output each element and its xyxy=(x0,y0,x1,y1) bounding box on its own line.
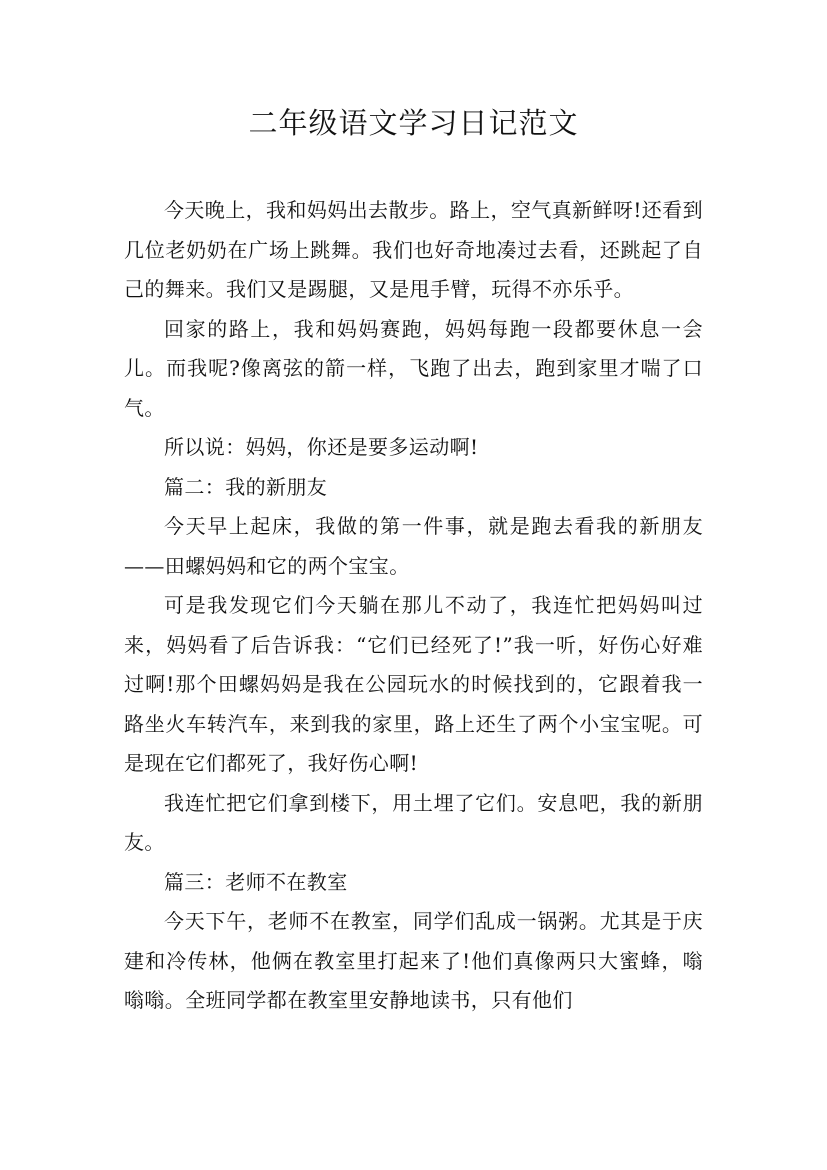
paragraph-burial: 我连忙把它们拿到楼下，用土埋了它们。安息吧，我的新朋友。 xyxy=(124,790,703,854)
document-body xyxy=(124,191,703,1021)
paragraph-new-friend: 今天早上起床，我做的第一件事，就是跑去看我的新朋友——田螺妈妈和它的两个宝宝。 xyxy=(124,514,703,578)
paragraph-evening-walk: 今天晚上，我和妈妈出去散步。路上，空气真新鲜呀!还看到几位老奶奶在广场上跳舞。我们也好奇地凑过去看，还跳起了自己的舞来。我们又是踢腿，又是甩手臂，玩得不亦乐乎。 xyxy=(124,198,703,301)
section-heading-2: 篇二：我的新朋友 xyxy=(164,474,328,499)
document-title: 二年级语文学习日记范文 xyxy=(248,106,579,140)
paragraph-race-home: 回家的路上，我和妈妈赛跑，妈妈每跑一段都要休息一会儿。而我呢?像离弦的箭一样，飞跑了出去，跑到家里才喘了口气。 xyxy=(124,316,703,420)
section-heading-3: 篇三：老师不在教室 xyxy=(164,869,348,894)
paragraph-classroom: 今天下午，老师不在教室，同学们乱成一锅粥。尤其是于庆建和冷传林，他俩在教室里打起来了!他们真像两只大蜜蜂，嗡嗡嗡。全班同学都在教室里安静地读书，只有他们 xyxy=(124,909,703,1012)
paragraph-conclusion: 所以说：妈妈，你还是要多运动啊! xyxy=(164,435,479,459)
paragraph-snails-died: 可是我发现它们今天躺在那儿不动了，我连忙把妈妈叫过来，妈妈看了后告诉我：“它们已经死了!”我一听，好伤心好难过啊!那个田螺妈妈是我在公园玩水的时候找到的，它跟着我一路坐火车转汽车，来到我的家里，路上还生了两个小宝宝呢。可是现在它们都死了，我好伤心啊! xyxy=(124,593,703,775)
